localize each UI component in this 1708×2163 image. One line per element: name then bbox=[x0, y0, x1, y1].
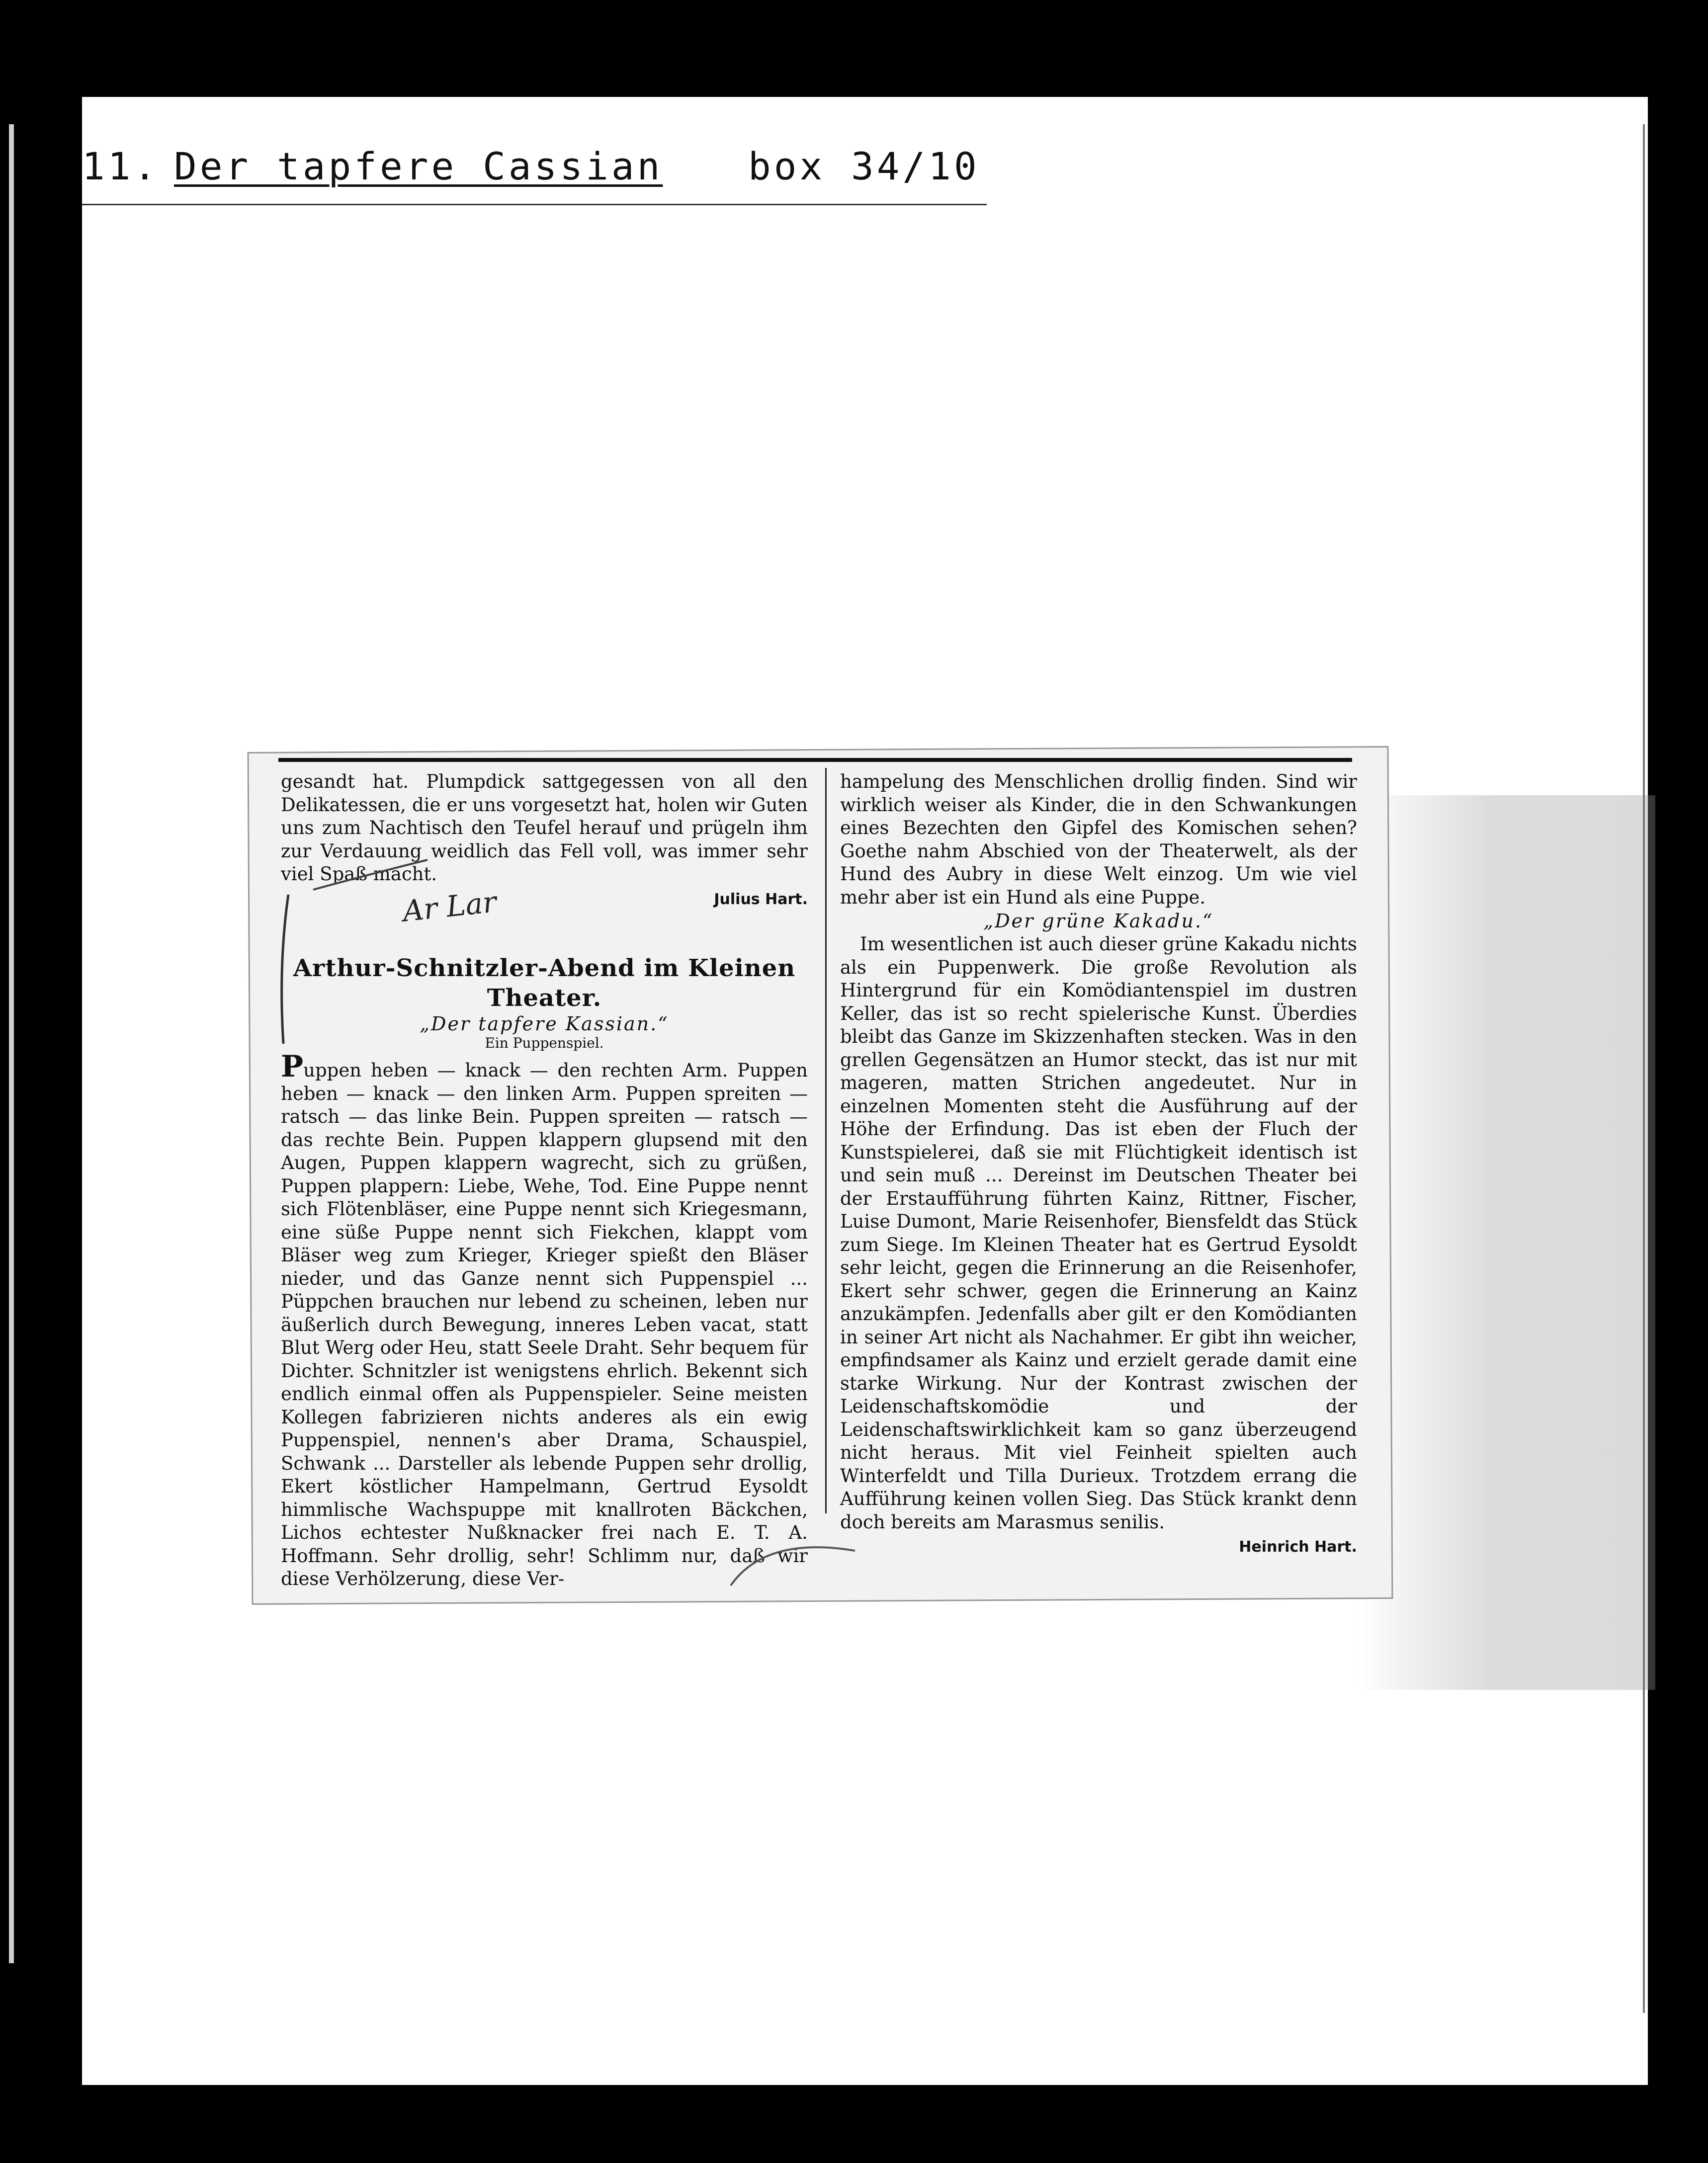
intro-paragraph: gesandt hat. Plumpdick sattgegessen von all den Delikatessen, die er uns vorgesetzt hat, holen wir Guten uns zum Nachtisch den Teufel herauf und prügeln ihm zur Verdauung weidlich das Fell voll, was immer sehr viel Spaß macht. bbox=[281, 771, 808, 885]
header-rule bbox=[82, 204, 987, 205]
section-title: „Der grüne Kakadu.“ bbox=[983, 910, 1214, 932]
right-column bbox=[840, 770, 1357, 1559]
folder-title: Der tapfere Cassian bbox=[174, 144, 663, 188]
drop-cap: P bbox=[281, 1049, 304, 1084]
box-label: box 34/10 bbox=[748, 144, 980, 188]
article-genre: Ein Puppenspiel. bbox=[485, 1035, 604, 1051]
handwritten-annotation: Ar Lar bbox=[401, 885, 498, 928]
article-subtitle: „Der tapfere Kassian.“ bbox=[420, 1013, 669, 1035]
intro-author: Julius Hart. bbox=[714, 890, 808, 908]
article-body-left bbox=[281, 1049, 808, 1591]
left-body-text: uppen heben — knack — den rechten Arm. Puppen heben — knack — den linken Arm. Puppen spreiten — ratsch — das linke Bein. Puppen spreiten — ratsch — das rechte Bein. Puppen klappern glupsend mit den Augen, Puppen klappern wagrecht, sich zu grüßen, Puppen plappern: Liebe, Wehe, Tod. Eine Puppe nennt sich Flötenbläser, eine Puppe nennt sich Kriegesmann, eine süße Puppe nennt sich Fiekchen, klappt vom Bläser weg zum Krieger, Krieger spießt den Bläser nieder, und das Ganze nennt sich Puppenspiel ... Püppchen brauchen nur lebend zu scheinen, leben nur äußerlich durch Bewegung, inneres Leben vacat, statt Blut Werg oder Heu, statt Seele Draht. Sehr bequem für Dichter. Schnitzler ist wenigstens ehrlich. Bekennt sich endlich einmal offen als Puppenspieler. Seine meisten Kollegen fabrizieren nichts anderes als ein ewig Puppenspiel, nennen's aber Drama, Schauspiel, Schwank ... Darsteller als lebende Puppen sehr drollig, Ekert köstlicher Hampelmann, Gertrud Eysoldt himmlische Wachspuppe mit knallroten Bäckchen, Lichos echtester Nußknacker frei nach E. T. A. Hoffmann. Sehr drollig, sehr! Schlimm nur, daß wir diese Verhölzerung, diese Ver- bbox=[281, 1060, 808, 1589]
paper-shadow bbox=[1357, 795, 1655, 1690]
article-headline: Arthur-Schnitzler-Abend im Kleinen Theater. bbox=[293, 954, 796, 1012]
clipping-top-rule bbox=[278, 758, 1352, 762]
folder-number: 11. bbox=[82, 144, 160, 188]
article-author: Heinrich Hart. bbox=[1239, 1538, 1357, 1556]
right-opening: hampelung des Menschlichen drollig finden. Sind wir wirklich weiser als Kinder, die in den Schwankungen eines Bezechten den Gipfel des Komischen sehen? Goethe nahm Abschied von der Theaterwelt, als der Hund des Aubry in diese Welt einzog. Um wie viel mehr aber ist ein Hund als eine Puppe. bbox=[840, 771, 1357, 908]
pencil-stroke bbox=[726, 1531, 875, 1590]
right-body-text: Im wesentlichen ist auch dieser grüne Kakadu nichts als ein Puppenwerk. Die große Revolution als Hintergrund für ein Komödiantenspiel im dustren Keller, das ist so recht spielerische Kunst. Überdies bleibt das Ganze im Skizzenhaften stecken. Was in den grellen Gegensätzen an Humor steckt, das ist nur mit mageren, matten Strichen angedeutet. Nur in einzelnen Momenten steht die Ausführung auf der Höhe der Erfindung. Das ist eben der Fluch der Kunstspielerei, daß sie mit Flüchtigkeit identisch ist und sein muß ... Dereinst im Deutschen Theater bei der Erstaufführung führten Kainz, Rittner, Fischer, Luise Dumont, Marie Reisenhofer, Biensfeldt das Stück zum Siege. Im Kleinen Theater hat es Gertrud Eysoldt sehr leicht, gegen die Erinnerung an die Reisenhofer, Ekert sehr schwer, gegen die Erinnerung an Kainz anzukämpfen. Jedenfalls aber gilt er den Komödianten in seiner Art nicht als Nachahmer. Er gibt ihn weicher, empfindsamer als Kainz und erzielt gerade damit eine starke Wirkung. Nur der Kontrast zwischen der Leidenschaftskomödie und der Leidenschaftswirklichkeit kam so ganz überzeugend nicht heraus. Mit viel Feinheit spielten auch Winterfeldt und Tilla Durieux. Trotzdem errang die Aufführung keinen vollen Sieg. Das Stück krankt denn doch bereits am Marasmus senilis. bbox=[840, 933, 1357, 1533]
scan-edge bbox=[9, 124, 14, 1963]
column-divider bbox=[825, 768, 827, 1513]
archive-header bbox=[82, 144, 980, 204]
sheet-edge-line bbox=[1643, 124, 1645, 2013]
margin-pencil-mark bbox=[268, 815, 467, 1054]
